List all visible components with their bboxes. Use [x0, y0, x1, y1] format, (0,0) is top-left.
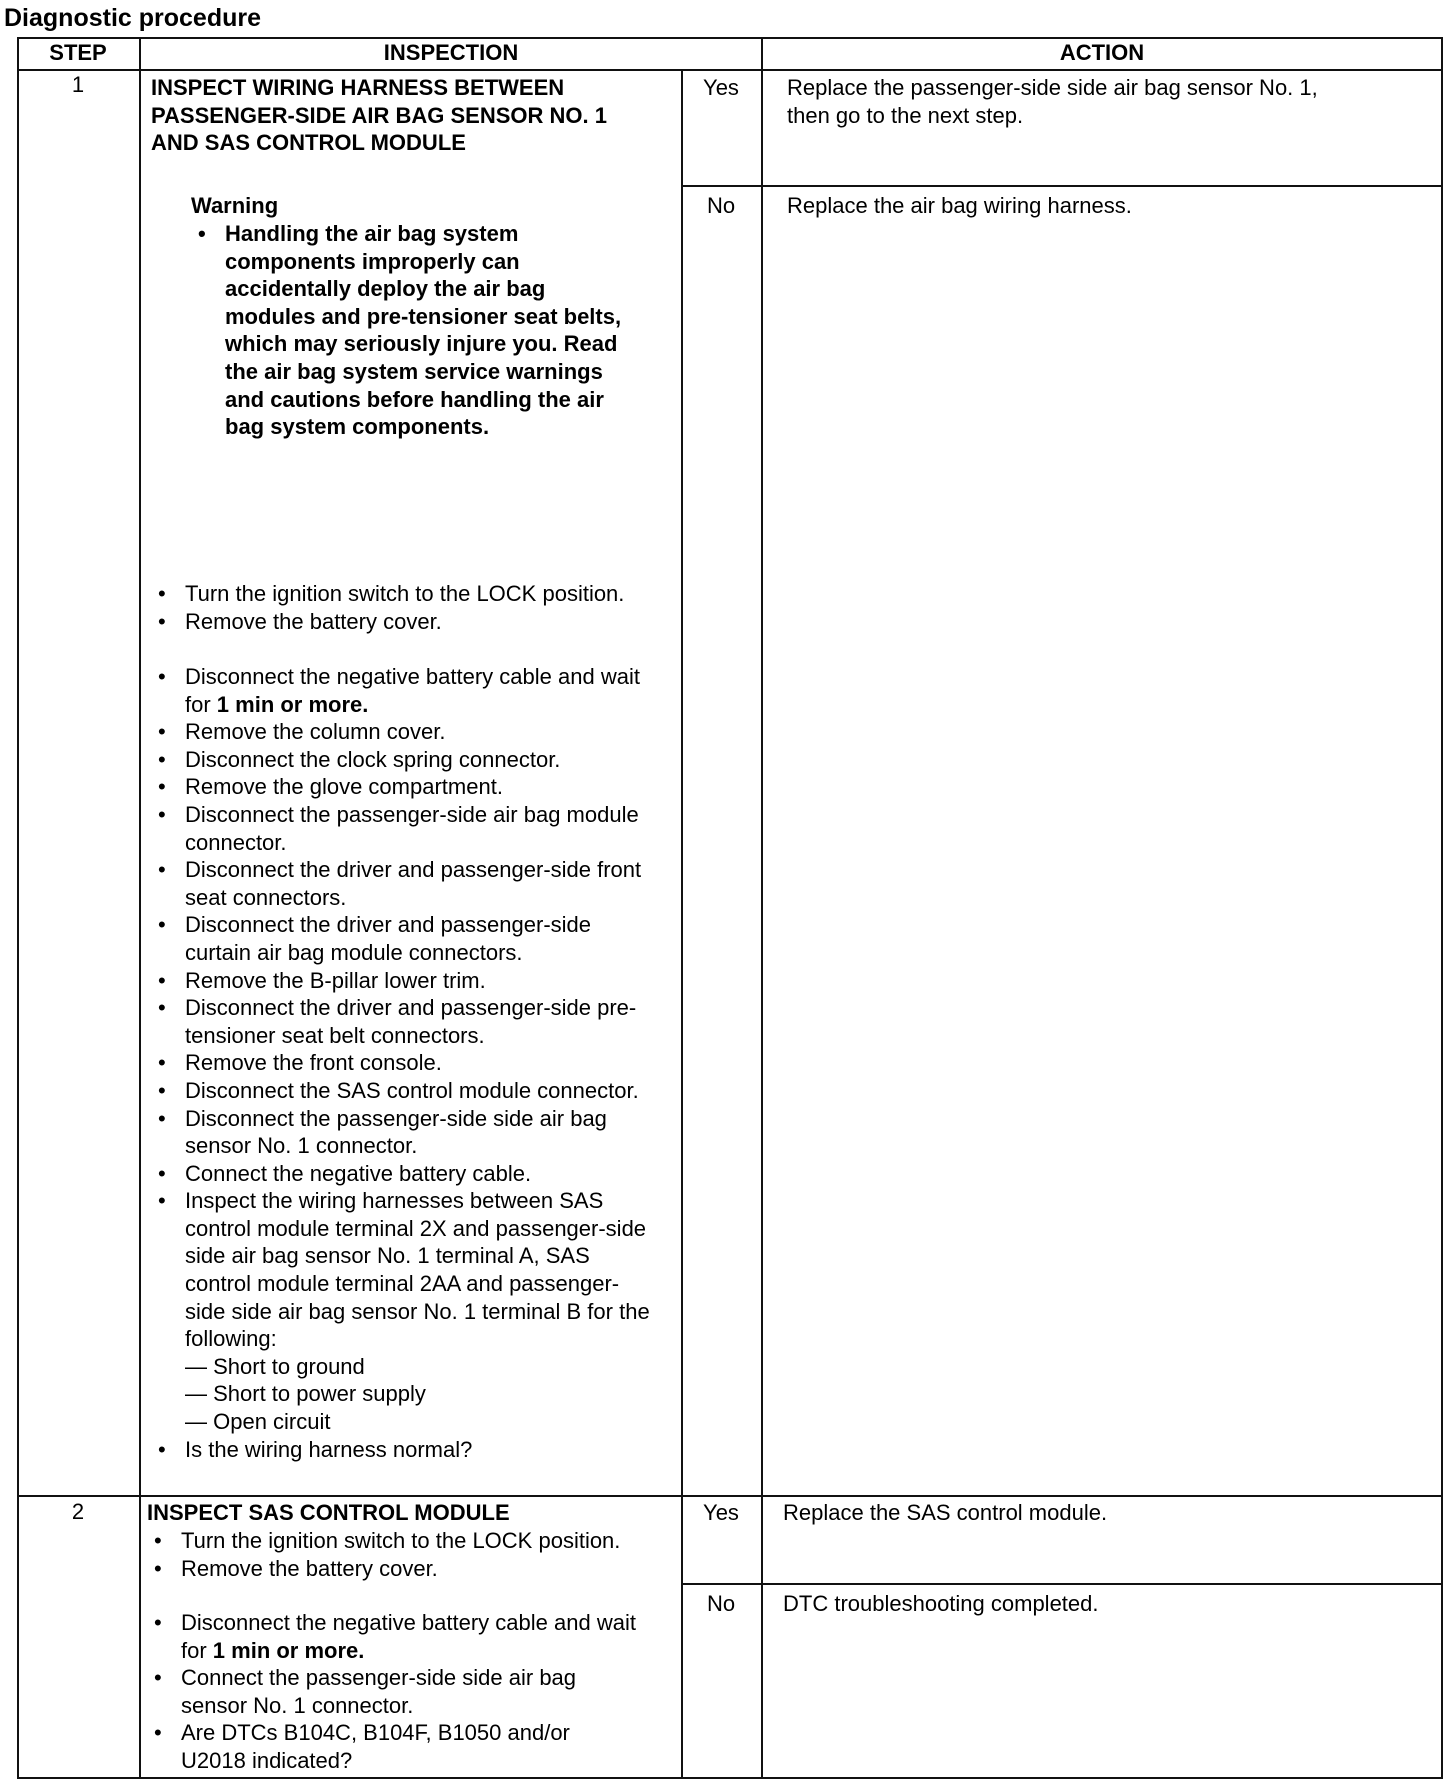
step2-procedure-a	[147, 1527, 679, 1582]
action-line: then go to the next step.	[787, 102, 1024, 128]
step-divider	[17, 1495, 1443, 1497]
list-item: • Disconnect the passenger-side air bag module connector.	[151, 801, 651, 856]
warning-title: Warning	[191, 193, 279, 218]
sub-item: — Short to ground	[185, 1353, 365, 1379]
header-step: STEP	[49, 40, 107, 65]
step2-no-action: DTC troubleshooting completed.	[783, 1591, 1099, 1616]
list-item: • Turn the ignition switch to the LOCK position.	[147, 1527, 679, 1555]
list-item: • Disconnect the passenger-side side air bag sensor No. 1 connector.	[151, 1105, 651, 1160]
list-item: • Are DTCs B104C, B104F, B1050 and/or U2018 indicated?	[147, 1719, 621, 1774]
step1-no-action: Replace the air bag wiring harness.	[787, 193, 1132, 218]
header-action: ACTION	[1059, 40, 1145, 65]
sub-item: — Short to power supply	[185, 1381, 426, 1407]
sub-item: — Open circuit	[185, 1409, 331, 1435]
list-item: • Disconnect the driver and passenger-side pre-tensioner seat belt connectors.	[151, 994, 651, 1049]
step2-no-label: No	[706, 1591, 736, 1616]
list-item: • Remove the battery cover.	[147, 1555, 679, 1583]
list-item: • Connect the passenger-side side air bag sensor No. 1 connector.	[147, 1664, 647, 1719]
step1-heading	[151, 74, 681, 157]
step2-yes-label: Yes	[703, 1500, 739, 1525]
col-divider-step	[139, 37, 141, 1779]
list-item: • Is the wiring harness normal?	[151, 1436, 651, 1464]
list-item: • Disconnect the negative battery cable and wait for 1 min or more.	[151, 663, 651, 718]
list-item: • Disconnect the driver and passenger-side curtain air bag module connectors.	[151, 911, 651, 966]
page-title: Diagnostic procedure	[4, 4, 261, 32]
list-item: • Remove the column cover.	[151, 718, 651, 746]
header-inspection: INSPECTION	[383, 40, 519, 65]
list-item: • Remove the glove compartment.	[151, 773, 651, 801]
step2-heading: INSPECT SAS CONTROL MODULE	[147, 1500, 510, 1525]
step2-number: 2	[71, 1499, 85, 1524]
list-item: • Turn the ignition switch to the LOCK position.	[151, 580, 679, 608]
list-item: • Disconnect the clock spring connector.	[151, 746, 651, 774]
table-border-bottom	[17, 1777, 1443, 1779]
step2-yes-no-divider	[681, 1583, 1443, 1585]
list-item: • Remove the battery cover.	[151, 608, 679, 636]
step1-yes-label: Yes	[703, 75, 739, 100]
header-divider	[17, 69, 1443, 71]
step1-number: 1	[71, 72, 85, 97]
list-item: • Disconnect the SAS control module connector.	[151, 1077, 651, 1105]
warning-bullet: • Handling the air bag system components improperly can accidentally deploy the air bag modules and pre-tensioner seat belts, which may seriously injure you. Read the air bag system service warnings and cautions before handling the air bag system components.	[191, 220, 676, 441]
step1-heading-line: AND SAS CONTROL MODULE	[151, 130, 466, 156]
table-border-right	[1441, 37, 1443, 1779]
step1-procedure-a	[151, 580, 679, 635]
step1-no-label: No	[706, 193, 736, 218]
step2-yes-action: Replace the SAS control module.	[783, 1500, 1108, 1525]
step1-yes-no-divider	[681, 185, 1443, 187]
list-item: • Remove the B-pillar lower trim.	[151, 967, 651, 995]
list-item: • Remove the front console.	[151, 1049, 651, 1077]
list-item: • Disconnect the negative battery cable and wait for 1 min or more.	[147, 1609, 647, 1664]
col-divider-action	[761, 37, 763, 1779]
list-item: • Inspect the wiring harnesses between SAS control module terminal 2X and passenger-side side air bag sensor No. 1 terminal A, SAS control module terminal 2AA and passenger-side side air bag sensor No. 1 terminal B for the following:	[151, 1187, 655, 1353]
list-item: • Disconnect the driver and passenger-side front seat connectors.	[151, 856, 651, 911]
warning-body	[191, 220, 676, 441]
step1-heading-line: PASSENGER-SIDE AIR BAG SENSOR NO. 1	[151, 102, 607, 128]
step1-procedure-b	[151, 663, 651, 1463]
action-line: Replace the passenger-side side air bag sensor No. 1,	[787, 75, 1318, 100]
step2-procedure-b	[147, 1609, 647, 1775]
list-item: • Connect the negative battery cable.	[151, 1160, 651, 1188]
step1-heading-line: INSPECT WIRING HARNESS BETWEEN	[151, 75, 565, 100]
step1-yes-action	[787, 74, 1437, 129]
diagnostic-table	[17, 37, 1443, 1779]
